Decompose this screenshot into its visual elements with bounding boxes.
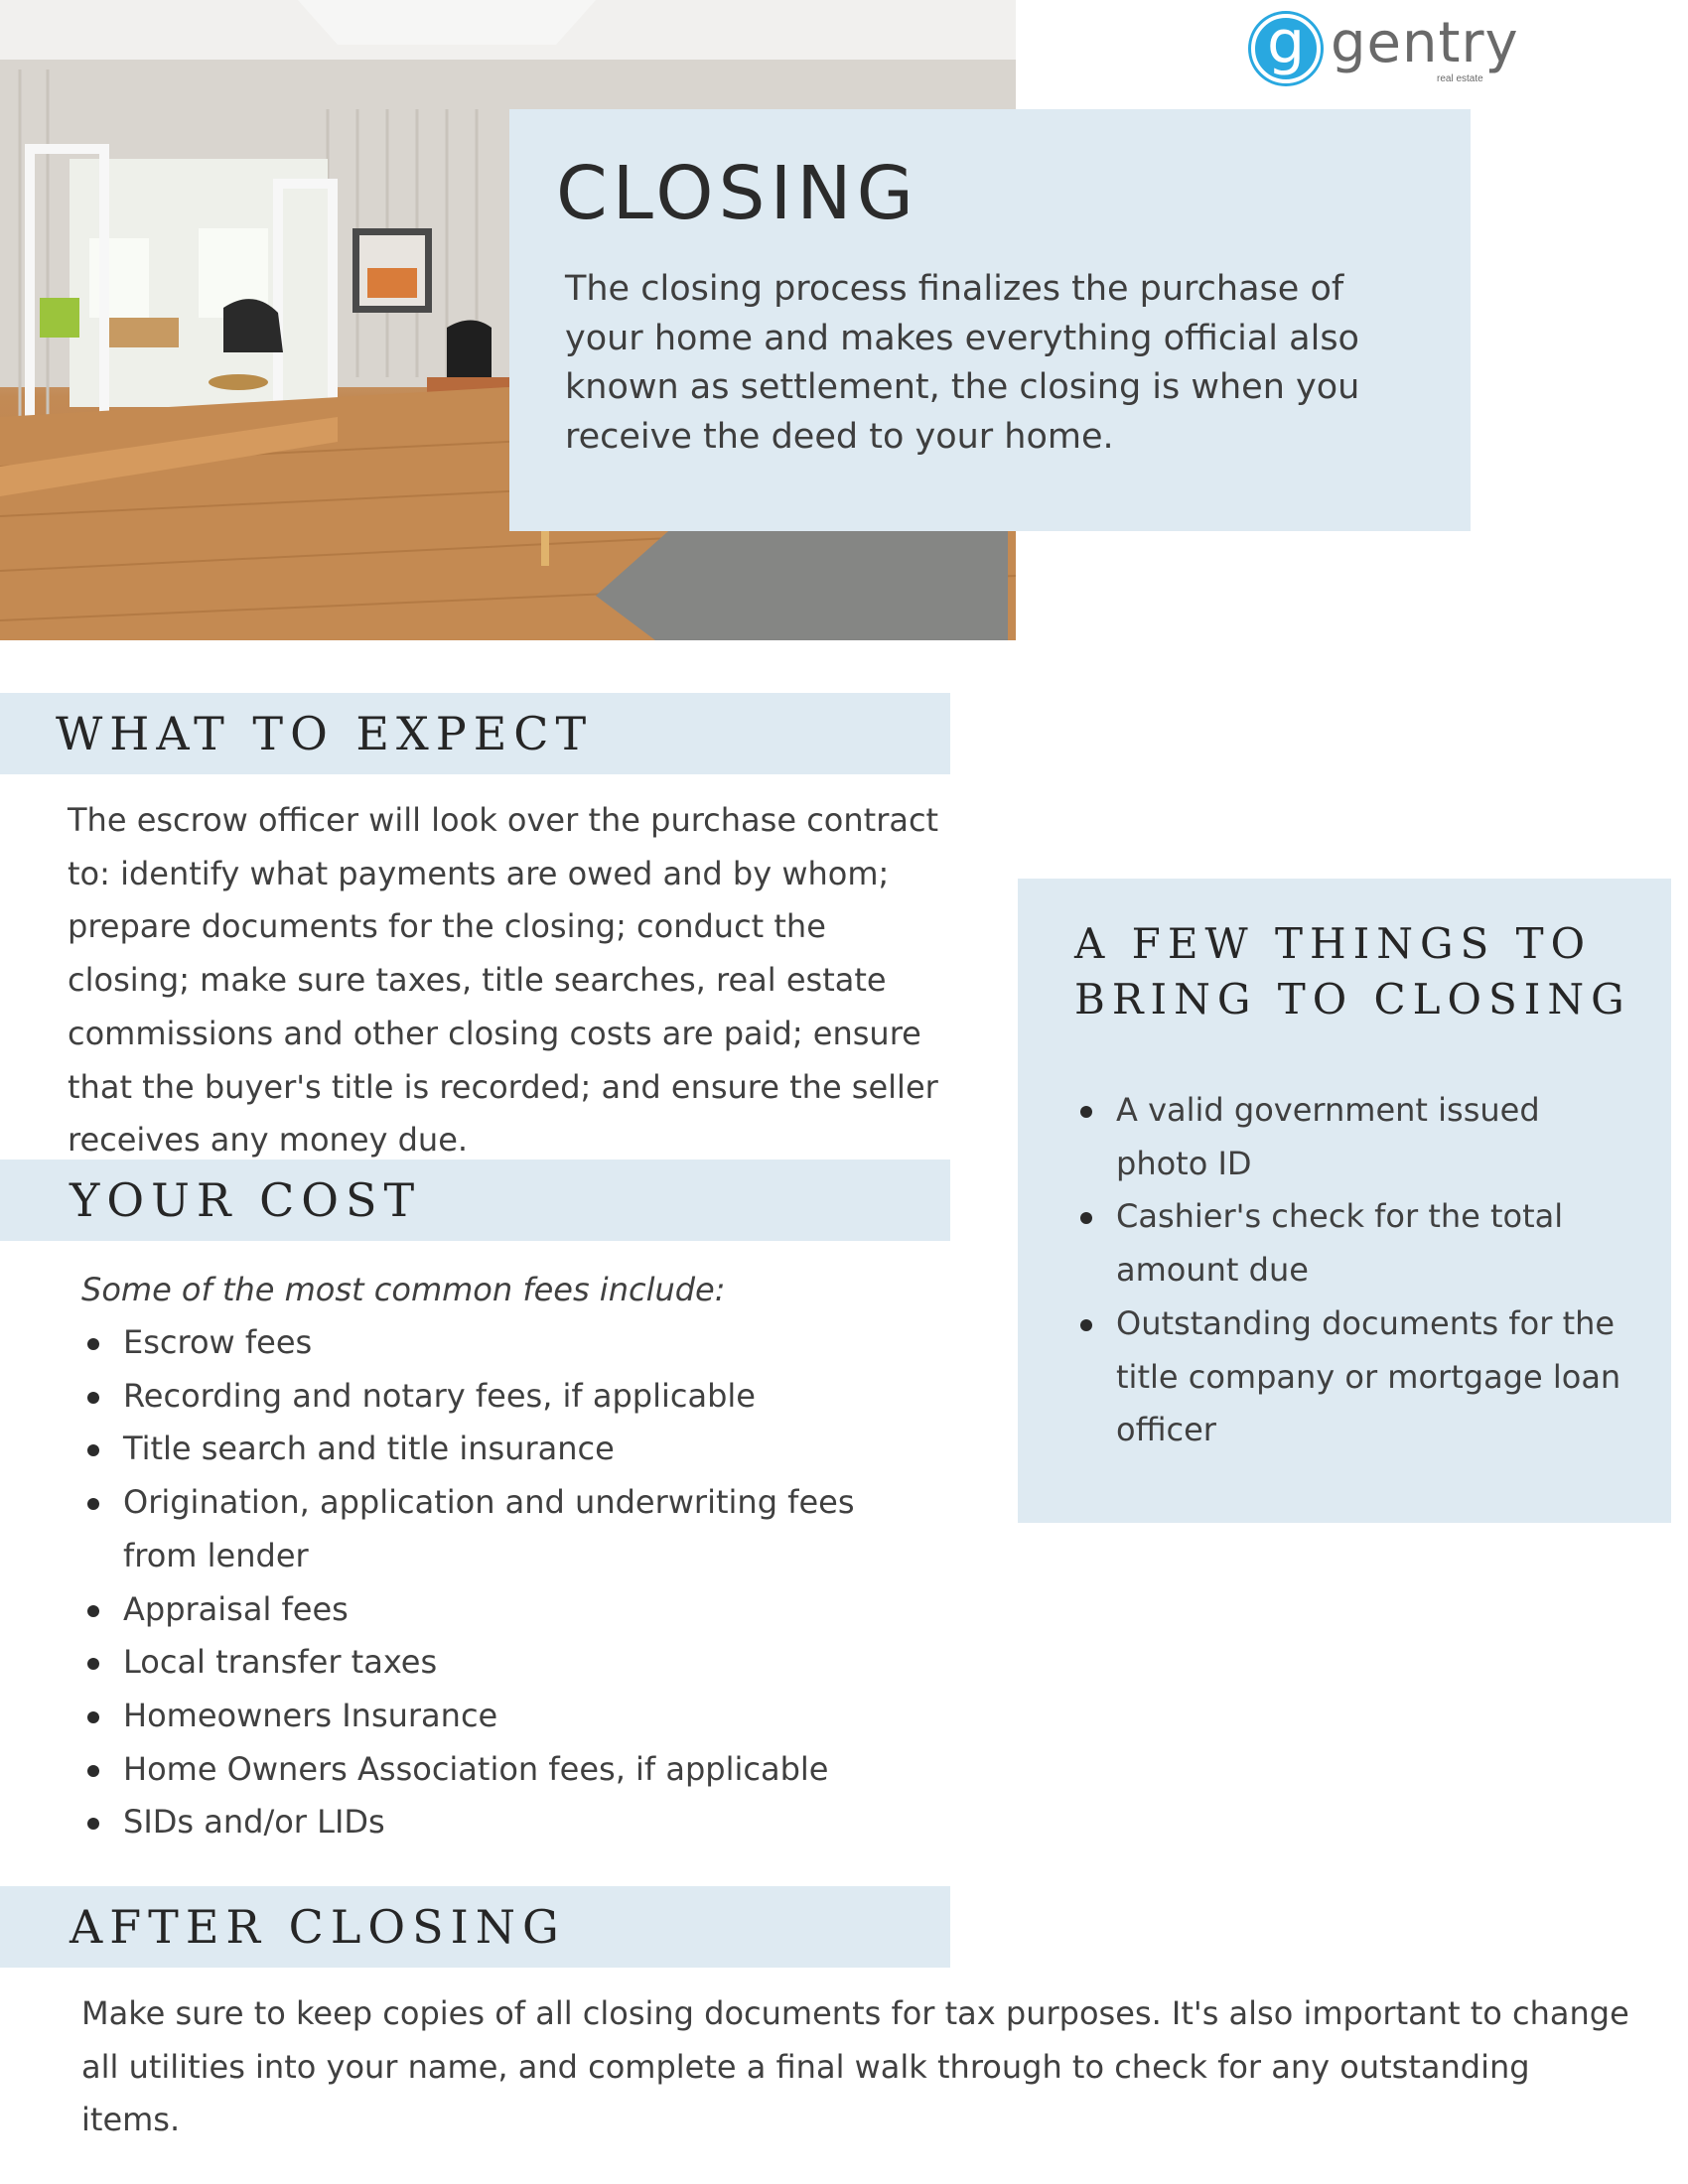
things-to-bring-list bbox=[1074, 1084, 1630, 1457]
page-title: CLOSING bbox=[556, 151, 919, 236]
list-item bbox=[1074, 1297, 1630, 1457]
bullet-icon bbox=[87, 1444, 99, 1456]
bullet-icon bbox=[87, 1711, 99, 1723]
what-to-expect-heading-bar bbox=[0, 693, 950, 774]
bullet-icon bbox=[87, 1658, 99, 1670]
bring-item-label: Outstanding documents for the title company or mortgage loan officer bbox=[1116, 1303, 1621, 1449]
fee-item-label: Homeowners Insurance bbox=[123, 1696, 498, 1734]
your-cost-heading-bar bbox=[0, 1160, 950, 1241]
list-item bbox=[1074, 1190, 1630, 1297]
list-item bbox=[81, 1636, 925, 1690]
bullet-icon bbox=[87, 1605, 99, 1617]
gentry-logo bbox=[1251, 8, 1519, 86]
fee-item-label: Title search and title insurance bbox=[123, 1430, 615, 1468]
fee-item-label: Local transfer taxes bbox=[123, 1643, 438, 1682]
after-closing-heading-bar bbox=[0, 1886, 950, 1968]
list-item bbox=[81, 1690, 925, 1743]
things-to-bring-panel bbox=[1018, 879, 1671, 1523]
list-item bbox=[81, 1743, 925, 1797]
after-closing-heading: AFTER CLOSING bbox=[70, 1900, 566, 1954]
bullet-icon bbox=[1080, 1319, 1092, 1331]
fee-item-label: Appraisal fees bbox=[123, 1589, 349, 1628]
bullet-icon bbox=[87, 1765, 99, 1777]
list-item bbox=[81, 1316, 925, 1370]
what-to-expect-paragraph: The escrow officer will look over the purchase contract to: identify what payments are owed and by whom; prepare documents for the closing; conduct the closing; make sure taxes, title searches, real estate commissions and other closing costs are paid; ensure that the buyer's title is recorded; and ensure the seller receives any money due. bbox=[68, 801, 939, 1160]
closing-intro-panel bbox=[509, 109, 1471, 531]
intro-paragraph: The closing process finalizes the purchase of your home and makes everything official also known as settlement, the closing is when you receive the deed to your home. bbox=[565, 269, 1360, 457]
bullet-icon bbox=[87, 1498, 99, 1510]
bring-item-label: A valid government issued photo ID bbox=[1116, 1091, 1540, 1182]
bullet-icon bbox=[87, 1392, 99, 1404]
what-to-expect-heading: WHAT TO EXPECT bbox=[56, 707, 594, 760]
bullet-icon bbox=[1080, 1106, 1092, 1118]
bullet-icon bbox=[87, 1818, 99, 1830]
logo-wordmark: gentry bbox=[1331, 11, 1519, 75]
your-cost-intro: Some of the most common fees include: bbox=[81, 1271, 726, 1308]
fee-item-label: SIDs and/or LIDs bbox=[123, 1803, 385, 1842]
fee-item-label: Recording and notary fees, if applicable bbox=[123, 1376, 756, 1415]
things-to-bring-heading: A FEW THINGS TO BRING TO CLOSING bbox=[1074, 919, 1631, 1024]
list-item bbox=[81, 1476, 925, 1582]
fee-item-label: Escrow fees bbox=[123, 1323, 313, 1361]
bullet-icon bbox=[87, 1338, 99, 1350]
list-item bbox=[81, 1583, 925, 1637]
list-item bbox=[1074, 1084, 1630, 1190]
logo-letter: g bbox=[1266, 8, 1306, 77]
fee-item-label: Home Owners Association fees, if applicable bbox=[123, 1749, 829, 1788]
fees-list bbox=[81, 1316, 925, 1849]
list-item bbox=[81, 1423, 925, 1476]
fee-item-label: Origination, application and underwriting fees from lender bbox=[123, 1483, 855, 1574]
logo-tagline: real estate bbox=[1437, 73, 1483, 84]
bullet-icon bbox=[1080, 1212, 1092, 1224]
list-item bbox=[81, 1370, 925, 1424]
your-cost-heading: YOUR COST bbox=[70, 1173, 422, 1227]
logo-mark-icon bbox=[1251, 8, 1321, 83]
bring-item-label: Cashier's check for the total amount due bbox=[1116, 1197, 1564, 1290]
after-closing-paragraph: Make sure to keep copies of all closing documents for tax purposes. It's also important to change all utilities into your name, and complete a final walk through to check for any outstanding items. bbox=[81, 1994, 1629, 2139]
list-item bbox=[81, 1796, 925, 1849]
